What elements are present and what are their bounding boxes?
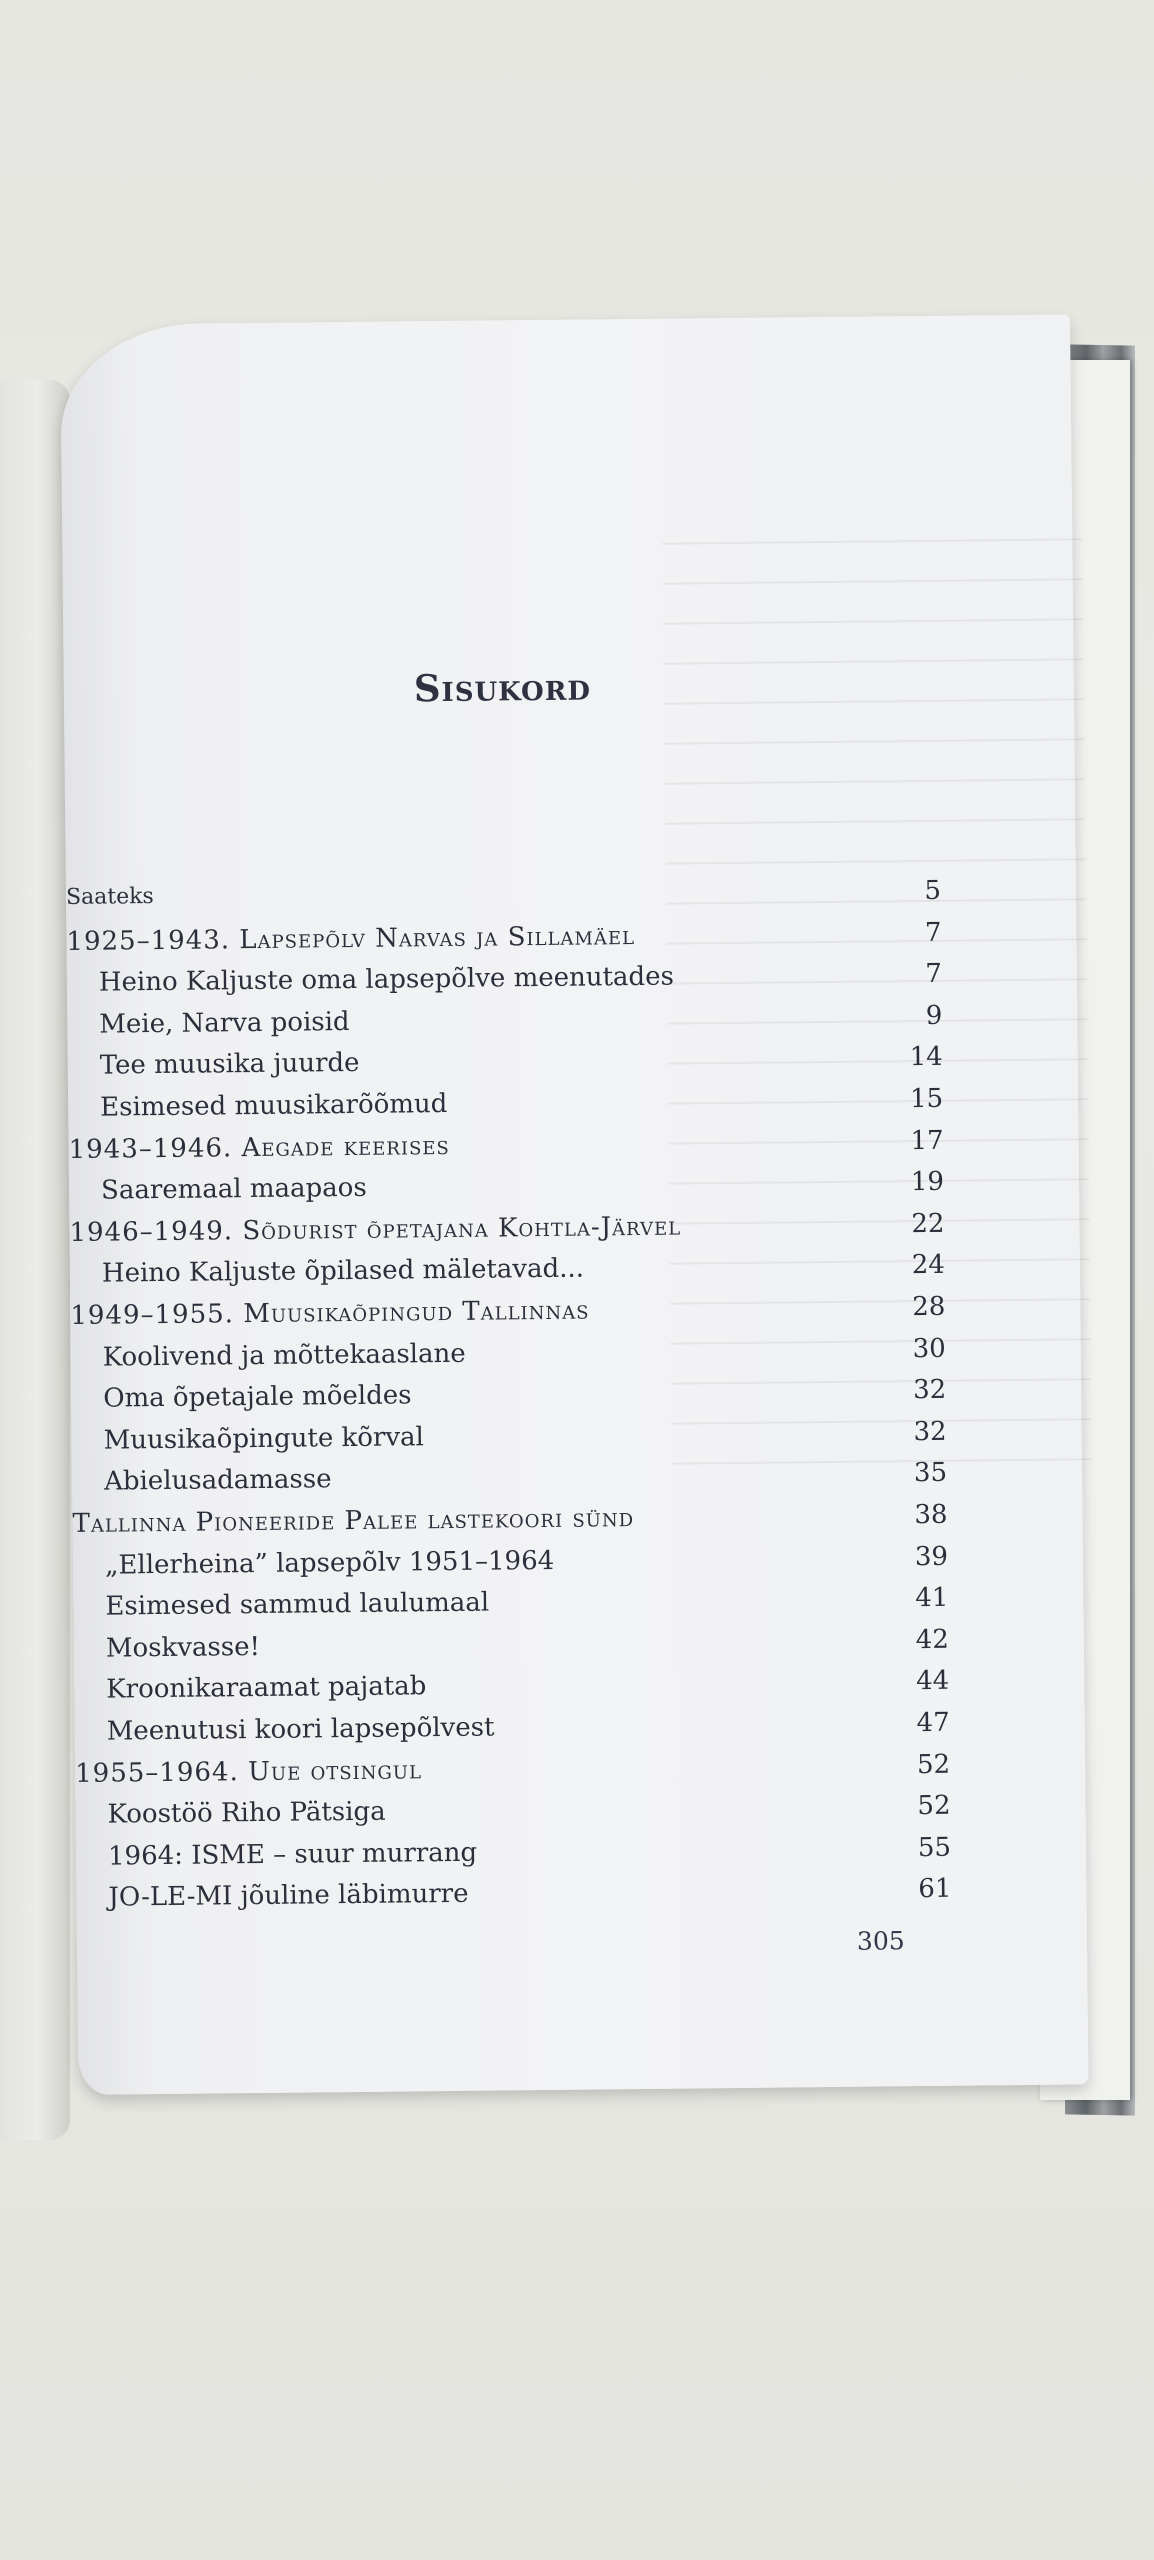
toc-entry-page-number: 52 [917,1790,951,1822]
toc-entry-label: Koostöö Riho Pätsiga [107,1796,386,1830]
toc-entry-page-number: 19 [910,1166,945,1198]
toc-entry-page-number: 32 [913,1416,947,1447]
toc-entry-label: Tee muusika juurde [99,1048,360,1082]
toc-entry-page-number: 7 [924,917,942,948]
toc-entry-page-number: 22 [911,1208,945,1239]
toc-entry-page-number: 61 [918,1874,952,1905]
toc-entry-page-number: 14 [909,1042,943,1073]
toc-entry-label: Abielusadamasse [103,1464,332,1497]
toc-entry-page-number: 52 [916,1749,951,1780]
toc-entry-label: 1955–1964. Uue otsingul [75,1754,423,1789]
toc-entry-label: Esimesed sammud laulumaal [105,1587,490,1622]
toc-entry-label: Moskvasse! [105,1631,261,1664]
toc-entry-page-number: 30 [912,1333,946,1364]
toc-entry-label: Meie, Narva poisid [99,1006,350,1040]
toc-entry-page-number: 32 [912,1374,947,1406]
toc-entry-page-number: 35 [913,1458,948,1489]
toc-entry-label: Koolivend ja mõttekaaslane [102,1338,466,1373]
toc-entry-label: 1925–1943. Lapsepõlv Narvas ja Sillamäel [66,920,636,957]
toc-entry-page-number: 15 [909,1083,944,1115]
toc-entry-page-number: 41 [915,1582,949,1614]
toc-entry-page-number: 24 [911,1250,946,1281]
toc-entry-label: Saateks [65,884,154,910]
toc-entry-label: „Ellerheina” lapsepõlv 1951–1964 [104,1545,555,1581]
toc-entry-page-number: 47 [916,1707,950,1739]
toc-entry-label: 1943–1946. Aegade keerises [68,1130,450,1165]
book-page [60,314,1088,2094]
toc-entry-page-number: 42 [915,1624,949,1655]
toc-entry-page-number: 7 [925,958,943,990]
toc-entry-label: Meenutusi koori lapsepõlvest [106,1712,495,1747]
toc-entry-page-number: 9 [925,1000,943,1031]
toc-entry-page-number: 28 [912,1291,946,1323]
toc-entry-label: Heino Kaljuste oma lapsepõlve meenutades [98,961,675,998]
left-page-edge [0,380,70,2140]
toc-entry-label: Kroonikaraamat pajatab [106,1671,427,1705]
table-of-contents [60,314,1088,2094]
toc-entry-label: Saaremaal maapaos [100,1173,367,1206]
toc-entry-page-number: 5 [924,875,942,906]
page-number: 305 [856,1926,905,1956]
toc-entry-page-number: 38 [914,1499,948,1531]
toc-entry-label: Heino Kaljuste õpilased mäletavad... [101,1253,585,1290]
toc-entry-label: JO-LE-MI jõuline läbimurre [108,1879,469,1913]
toc-entry-page-number: 39 [914,1541,949,1572]
toc-entry-label: Muusikaõpingute kõrval [103,1422,425,1456]
toc-entry-page-number: 44 [916,1666,950,1697]
toc-entry-label: 1964: ISME – suur murrang [107,1837,478,1872]
toc-entry-label: Esimesed muusikarõõmud [100,1088,448,1123]
toc-entry-page-number: 55 [917,1832,952,1863]
toc-entry-page-number: 17 [910,1125,944,1156]
toc-entry-label: Tallinna Pioneeride Palee lastekoori sünd [72,1503,635,1539]
page-title: Sisukord [413,664,592,711]
toc-entry-label: 1949–1955. Muusikaõpingud Tallinnas [70,1295,590,1331]
toc-entry-label: 1946–1949. Sõdurist õpetajana Kohtla-Järvel [69,1211,682,1248]
toc-entry-label: Oma õpetajale mõeldes [103,1380,412,1414]
